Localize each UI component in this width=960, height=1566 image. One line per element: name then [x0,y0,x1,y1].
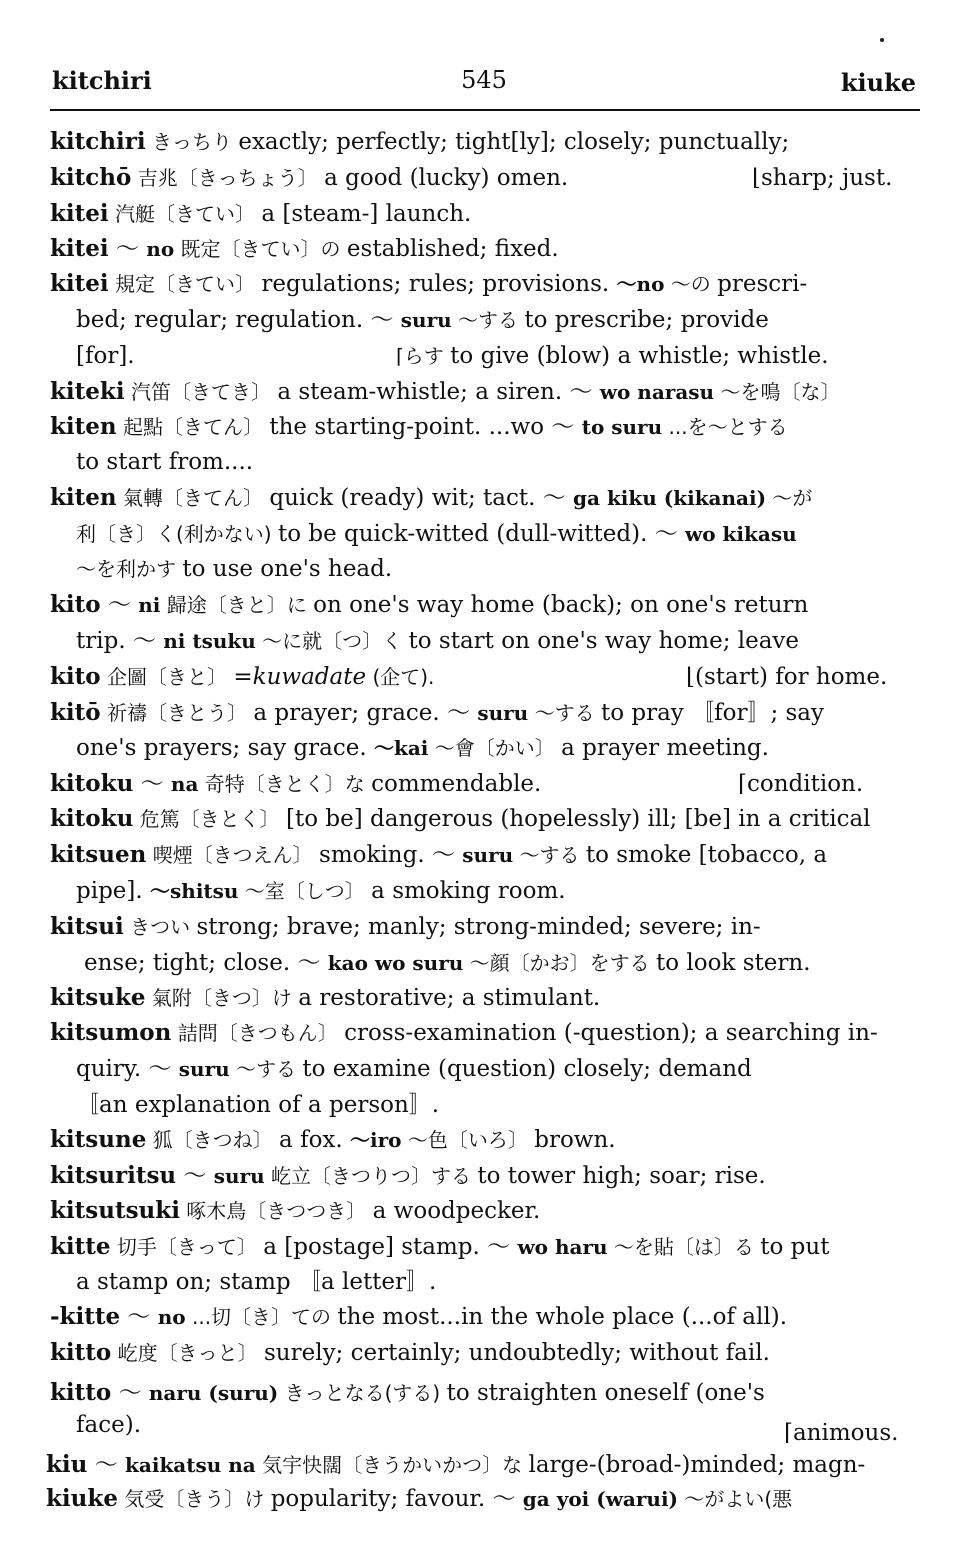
romaji-phrase: ni [138,593,161,617]
definition-text: established; fixed. [346,236,559,262]
definition-text: quiry. ～ [76,1056,179,1082]
definition-text: to prescribe; provide [524,307,769,333]
japanese-text: 啄木鳥〔きつつき〕 [179,1199,373,1223]
japanese-text: ～室〔しつ〕 [238,879,372,903]
japanese-text: ～する [229,1057,303,1081]
definition-text: ～ [120,1304,158,1330]
japanese-text: きっとなる(する) [278,1381,447,1405]
japanese-text: 切手〔きって〕 [110,1235,264,1259]
definition-text: ⌈condition. [738,771,864,797]
japanese-text: 狐〔きつね〕 [146,1128,280,1152]
running-header [52,66,916,106]
japanese-text: 起點〔きてん〕 [116,415,270,439]
romaji-phrase: wo kikasu [685,522,797,546]
page-number: 545 [461,66,507,94]
definition-text: to look stern. [656,950,811,976]
japanese-text: 企圖〔きと〕 [100,665,234,689]
entry-line [76,1410,141,1440]
entry-line [76,447,253,477]
entry-line [50,590,808,620]
entry-line [50,1232,829,1262]
entry-line [50,412,788,442]
entry-line [50,1018,878,1048]
entry-line [76,626,799,656]
definition-text: a [steam-] launch. [261,201,472,227]
headword: kiten [50,484,117,511]
headword: kitei [50,200,109,227]
entry-line [50,1161,766,1191]
definition-text: ⌊sharp; just. [752,165,893,191]
entry-line [76,876,566,906]
definition-text: a prayer meeting. [561,735,769,761]
definition-text: ⌊(start) for home. [686,664,888,690]
definition-text: a woodpecker. [372,1198,541,1224]
definition-text: a smoking room. [371,878,566,904]
headword: kiuke [46,1485,118,1512]
definition-text: the starting-point. ...wo ～ [269,414,582,440]
japanese-text: 危篤〔きとく〕 [133,807,287,831]
entry-line [50,1196,540,1226]
definition-text: commendable. [371,771,542,797]
japanese-text: 氣轉〔きてん〕 [116,486,270,510]
entry-line [50,127,789,157]
definition-text: 〚an explanation of a person〛. [76,1092,440,1118]
japanese-text: ～を貼〔は〕る [607,1235,761,1259]
japanese-text: ～する [513,843,586,867]
romaji-phrase: ni tsuku [163,629,256,653]
japanese-text: 祈禱〔きとう〕 [100,701,254,725]
japanese-text: 利〔き〕く(利かない) [76,522,278,546]
entry-line [50,1302,787,1332]
definition-text: to start from.... [76,449,254,475]
japanese-text: 規定〔きてい〕 [108,272,262,296]
definition-text: the most...in the whole place (...of all). [337,1304,787,1330]
definition-text: prescri- [717,271,808,297]
definition-text: ense; tight; close. ～ [84,950,328,976]
definition-text: [to be] dangerous (hopelessly) ill; [be] in a critical [286,806,871,832]
japanese-text: 詰問〔きつもん〕 [171,1021,345,1045]
speck-mark [880,38,884,42]
definition-text: a [postage] stamp. ～ [263,1234,518,1260]
definition-text: smoking. ～ [319,842,463,868]
japanese-text: 気宇快闊〔きうかいかつ〕な [255,1453,529,1477]
entry-line [50,234,559,264]
headword: kitei [50,270,109,297]
japanese-text: ～する [528,701,601,725]
definition-text: [for]. [76,343,135,369]
definition-text: ～ [100,592,139,618]
definition-text: a restorative; a stimulant. [298,985,601,1011]
romaji-phrase: to suru [581,415,663,439]
entry-line [50,199,471,229]
romaji-phrase: ～kai [373,736,429,760]
japanese-text: 吉兆〔きっちょう〕 [131,166,325,190]
definition-text: = [233,664,253,690]
definition-text: regulations; rules; provisions. [261,271,617,297]
definition-text: pipe]. [76,878,151,904]
headword: kito [50,591,101,618]
header-rule [50,109,920,111]
romaji-phrase: na [170,772,199,796]
headword: kitō [50,699,101,726]
definition-text: ～ [133,771,171,797]
japanese-text: 屹立〔きつりつ〕する [264,1164,478,1188]
definition-text: to smoke [tobacco, a [585,842,828,868]
romaji-phrase: suru [178,1057,230,1081]
entry-line [50,804,871,834]
headword: kitsuritsu [50,1162,177,1189]
definition-text: quick (ready) wit; tact. ～ [269,485,574,511]
romaji-phrase: no [146,237,175,261]
japanese-text: 汽艇〔きてい〕 [108,202,262,226]
headword: kitchiri [50,128,146,155]
entry-line [50,1338,770,1368]
entry-line [76,733,769,763]
header-first-entry: kitchiri [52,66,152,95]
entry-line [50,163,568,193]
entry-line [50,698,824,728]
japanese-text: 氣附〔きつ〕け [145,986,299,1010]
definition-text: ～ [108,236,147,262]
definition-text: to pray 〚for〛; say [600,700,825,726]
headword: kiteki [50,378,125,405]
definition-text: surely; certainly; undoubtedly; without fail. [263,1340,770,1366]
definition-text: a prayer; grace. ～ [253,700,478,726]
japanese-text: きつい [123,915,197,939]
definition-text: ⌈animous. [784,1420,899,1446]
definition-text: cross-examination (-question); a searching in- [344,1020,878,1046]
japanese-text: ～を利かす [76,557,183,581]
romaji-phrase: wo haru [517,1235,608,1259]
romaji-phrase: ～no [616,272,665,296]
definition-text: popularity; favour. ～ [270,1486,523,1512]
entry-line [50,269,807,299]
definition-text: kuwadate [252,664,367,690]
headword: kito [50,663,101,690]
headword: kitto [50,1339,112,1366]
japanese-text: ...を～とする [662,415,788,439]
headword: kitsumon [50,1019,172,1046]
definition-text: a stamp on; stamp 〚a letter〛. [76,1269,437,1295]
definition-text: ～ [87,1452,126,1478]
definition-text: on one's way home (back); on one's return [313,592,809,618]
entry-line [50,1125,616,1155]
headword: kiten [50,413,117,440]
romaji-phrase: suru [462,843,514,867]
definition-text: large-(broad-)minded; magn- [528,1452,866,1478]
romaji-phrase: ga kiku (kikanai) [573,486,767,510]
japanese-text: ～が [766,486,813,510]
entry-line [50,483,812,513]
headword: kitoku [50,770,134,797]
japanese-text: 喫煙〔きつえん〕 [146,843,320,867]
romaji-phrase: suru [400,308,452,332]
entry-line [50,840,827,870]
header-last-entry: kiuke [840,68,916,97]
entry-line [50,662,434,692]
entry-line [752,163,892,193]
japanese-text: 屹度〔きっと〕 [111,1341,264,1365]
headword: kitei [50,235,109,262]
romaji-phrase: no [157,1305,186,1329]
entry-line [50,912,761,942]
japanese-text: ～の [664,272,718,296]
japanese-text: ～に就〔つ〕く [255,629,409,653]
entry-line [738,769,863,799]
entry-line [76,1090,439,1120]
definition-text: to tower high; soar; rise. [477,1163,766,1189]
definition-text: to start on one's way home; leave [408,628,800,654]
definition-text: brown. [534,1127,616,1153]
headword: -kitte [50,1303,121,1330]
definition-text: face). [76,1412,142,1438]
romaji-phrase: wo narasu [599,380,715,404]
definition-text: trip. ～ [76,628,164,654]
romaji-phrase: kaikatsu na [125,1453,256,1477]
japanese-text: ～顔〔かお〕をする [463,951,657,975]
romaji-phrase: ga yoi (warui) [522,1487,679,1511]
definition-text: to straighten oneself (one's [446,1380,765,1406]
romaji-phrase: ～iro [350,1128,402,1152]
entry-line [46,1450,865,1480]
entry-line [50,377,840,407]
headword: kitsutsuki [50,1197,180,1224]
definition-text: to examine (question) closely; demand [302,1056,752,1082]
japanese-text: 汽笛〔きてき〕 [124,380,278,404]
entry-line [396,341,829,371]
entry-line [76,1054,752,1084]
japanese-text: (企て). [366,665,435,689]
definition-text: ～ [176,1163,214,1189]
headword: kiu [46,1451,88,1478]
entry-line [686,662,887,692]
definition-text: one's prayers; say grace. [76,735,374,761]
japanese-text: ～色〔いろ〕 [401,1128,535,1152]
entry-line [76,305,769,335]
headword: kitsune [50,1126,147,1153]
definition-text: ～ [111,1380,149,1406]
definition-text: to use one's head. [182,556,393,582]
definition-text: exactly; perfectly; tight[ly]; closely; punctually; [238,129,790,155]
japanese-text: ～を鳴〔な〕 [714,380,841,404]
romaji-phrase: naru (suru) [148,1381,279,1405]
headword: kitchō [50,164,132,191]
headword: kitsui [50,913,124,940]
definition-text: a good (lucky) omen. [324,165,569,191]
entry-line [50,983,600,1013]
romaji-phrase: suru [477,701,529,725]
entry-line [784,1418,898,1448]
romaji-phrase: ～shitsu [150,879,239,903]
definition-text: a fox. [279,1127,351,1153]
headword: kitto [50,1379,112,1406]
japanese-text: きっちり [145,130,239,154]
japanese-text: ～する [451,308,525,332]
japanese-text: ⌈らす [396,344,451,368]
definition-text: bed; regular; regulation. ～ [76,307,401,333]
definition-text: to put [760,1234,830,1260]
entry-line [50,1378,765,1408]
japanese-text: 気受〔きう〕け [117,1487,271,1511]
japanese-text: 奇特〔きとく〕な [198,772,372,796]
entry-line [76,341,135,371]
japanese-text: ...切〔き〕ての [185,1305,338,1329]
romaji-phrase: suru [213,1164,265,1188]
entry-line [50,769,541,799]
japanese-text: ～會〔かい〕 [428,736,562,760]
entry-line [76,554,392,584]
entry-line [76,1267,436,1297]
japanese-text: ～がよい(悪 [678,1487,793,1511]
definition-text: a steam-whistle; a siren. ～ [277,379,600,405]
romaji-phrase: kao wo suru [327,951,464,975]
headword: kitoku [50,805,134,832]
japanese-text: 既定〔きてい〕の [174,237,347,261]
entry-line [84,948,811,978]
definition-text: strong; brave; manly; strong-minded; severe; in- [196,914,761,940]
entry-line [46,1484,792,1514]
headword: kitsuen [50,841,147,868]
headword: kitte [50,1233,111,1260]
japanese-text: 歸途〔きと〕に [160,593,314,617]
definition-text: to be quick-witted (dull-witted). ～ [277,521,686,547]
definition-text: to give (blow) a whistle; whistle. [450,343,829,369]
headword: kitsuke [50,984,146,1011]
entry-line [76,519,797,549]
